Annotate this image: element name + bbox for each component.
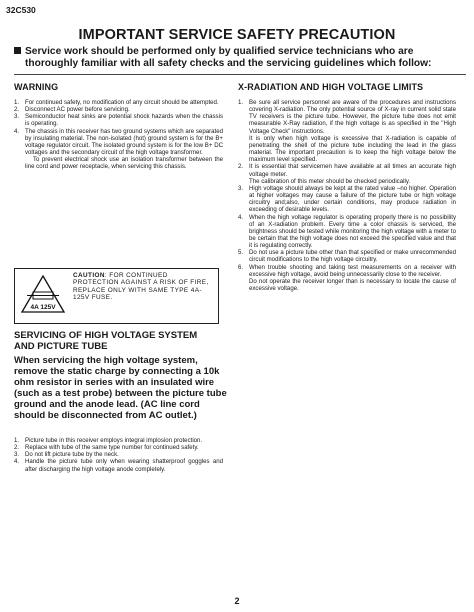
hv-list	[14, 437, 223, 473]
caution-text	[73, 272, 215, 302]
list-item: 4. When the high voltage regulator is operating properly there is no possibility of an X-radiation problem. Every time a color chassis is serviced, the brightness should be tested while monitoring the high voltage with a meter to be certain that the high voltage does not exceed the specified value and that it is regulating correctly.	[238, 213, 456, 250]
hv-section-heading	[14, 330, 229, 352]
list-item: 2. Replace with tube of the same type number for continued safety.	[14, 444, 199, 452]
list-item: 3. Semiconductor heat sinks are potential shock hazards when the chassis is operating.	[14, 113, 223, 128]
model-number: 32C530	[6, 5, 36, 15]
fuse-rating-label: 4A 125V	[30, 304, 56, 311]
list-item: 1. Be sure all service personnel are aware of the procedures and instructions covering X-radiation. The only potential source of X-ray in current solid state TV receivers is the picture tube. However, the picture tube does not emit measurable X-Ray radiation, if the high voltage is as specified in the "High Voltage Check" instructions. It is only when high voltage is excessive that X-radiation is capable of penetrating the shell of the picture tube including the lead in the glass material. The important precaution is to keep the high voltage below the maximum level specified.	[238, 99, 456, 164]
page-number: 2	[234, 596, 240, 606]
hv-section	[14, 437, 223, 473]
warning-list	[14, 99, 223, 156]
page-title: IMPORTANT SERVICE SAFETY PRECAUTION	[78, 27, 396, 43]
list-item: 1. For continued safety, no modification of any circuit should be attempted.	[14, 99, 219, 106]
bullet-square-icon	[14, 47, 21, 54]
section-divider	[14, 74, 466, 75]
list-item: 4. Handle the picture tube only when wearing shatterproof goggles and after discharging the high voltage anode completely.	[14, 458, 223, 473]
warning-section	[14, 82, 223, 171]
caution-label: CAUTION	[73, 272, 105, 279]
warning-heading: WARNING	[14, 82, 59, 92]
list-item: 4. The chassis in this receiver has two ground systems which are separated by insulating material. The non-isolated (hot) ground system is for the B+ voltage regulator circuit. The isolated ground system is for the low B+ DC voltages and the secondary circuit of the high voltage transformer.	[14, 127, 223, 157]
list-item-note: It is only when high voltage is excessive that X-radiation is capable of penetrating the shell of the picture tube including the lead in the glass material. The important precaution is to keep the high voltage below the maximum level specified.	[249, 134, 456, 164]
list-item: 5. Do not use a picture tube other than that specified or make unrecommended circuit modifications to the high voltage circuitry.	[238, 249, 456, 264]
list-item: 3. Do not lift picture tube by the neck.	[14, 451, 119, 459]
list-item: 1. Picture tube in this receiver employs integral implosion protection.	[14, 437, 203, 444]
list-item: 2. It is essential that servicemen have available at all times an accurate high voltage meter. The calibration of this meter should be checked periodically.	[238, 163, 456, 185]
intro-line-1: Service work should be performed only by qualified service technicians who are	[25, 46, 414, 57]
xray-heading: X-RADIATION AND HIGH VOLTAGE LIMITS	[238, 82, 424, 92]
list-item-note: The calibration of this meter should be checked periodically.	[249, 177, 411, 185]
hv-heading-line-2: AND PICTURE TUBE	[14, 341, 108, 352]
intro-statement	[14, 46, 466, 70]
caution-message: : FOR CONTINUED PROTECTION AGAINST A RISK OF FIRE, REPLACE ONLY WITH SAME TYPE 4A-125V FUSE.	[73, 272, 209, 302]
intro-line-2: thoroughly familiar with all safety checks and the servicing guidelines which follow:	[25, 58, 432, 69]
list-item-note: Do not operate the receiver longer than is necessary to locate the cause of excessive voltage.	[249, 277, 456, 293]
xray-section	[238, 82, 456, 292]
xray-list	[238, 99, 456, 292]
caution-box	[14, 268, 219, 324]
list-item: 2. Disconnect AC power before servicing.	[14, 106, 130, 114]
hv-heading-line-1: SERVICING OF HIGH VOLTAGE SYSTEM	[14, 330, 198, 341]
hv-discharge-instruction: When servicing the high voltage system, remove the static charge by connecting a 10k ohm resistor in series with an insulated wire (such as a test probe) between the picture tube ground and the anode lead. (AC line cord should be disconnected from AC outlet.)	[14, 355, 227, 421]
fuse-icon	[21, 275, 65, 315]
warning-note: To prevent electrical shock use an isolation transformer between the line cord and power receptacle, when servicing this chassis.	[25, 156, 223, 171]
list-item: 6. When trouble shooting and taking test measurements on a receiver with excessive high voltage, avoid being unnecessarily close to the receiver. Do not operate the receiver longer than is necessary to locate the cause of excessive voltage.	[238, 263, 456, 293]
list-item: 3. High voltage should always be kept at the rated value –no higher. Operation at higher voltages may cause a failure of the picture tube or high voltage circuitry and;also, under certain conditions, may produce radiation in exceeding of desirable levels.	[238, 184, 456, 214]
